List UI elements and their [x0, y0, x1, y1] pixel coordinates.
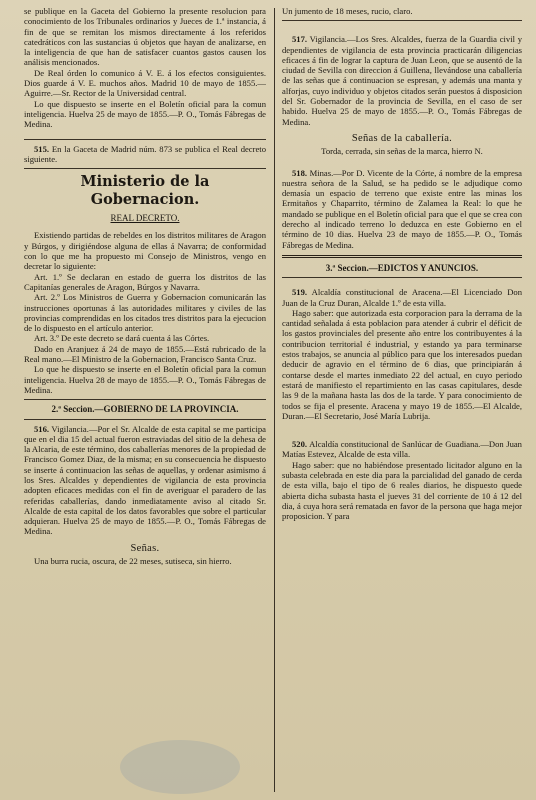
senas-caballeria-heading: Señas de la caballería.	[351, 132, 453, 144]
item-number: 519.	[292, 287, 308, 298]
ministry-title: Ministerio de la Gobernacion.	[80, 173, 210, 209]
senas-caballeria-text: Torda, cerrada, sin señas de la marca, hierro N.	[321, 146, 483, 157]
paragraph-real-orden: De Real órden lo comunico á V. E. á los efectos consiguientes. Dios guarde á V. E. muchos años. Madrid 10 de mayo de 1855.—Aguirre.—Sr. Rector de la Universidad central.	[24, 67, 266, 99]
item-number: 515.	[34, 143, 50, 154]
decree-publication-note: Lo que he dispuesto se inserte en el Boletín oficial para la comun inteligencia. Huelva 28 de mayo de 1855.—P. O., Tomás Fábregas de Medina.	[24, 364, 266, 395]
divider	[24, 168, 266, 169]
senas-heading: Señas.	[130, 542, 160, 554]
divider	[24, 139, 266, 140]
decree-date: Dado en Aranjuez á 24 de mayo de 1855.—Está rubricado de la Real mano.—El Ministro de la Gobernacion, Francisco Santa Cruz.	[24, 343, 266, 365]
item-heading: Alcaldía constitucional de Aracena.—El Licenciado Don Juan de la Cruz Duran, Alcalde 1.º de esta villa.	[282, 287, 522, 308]
decree-intro: Existiendo partidas de rebeldes en los distritos militares de Aragon y Búrgos, y dirigiéndose alguna de ellas á Navarra; de conformidad con lo que me ha propuesto mi Consejo de Ministros, vengo en decretar lo siguiente:	[24, 230, 266, 272]
right-column	[282, 6, 522, 794]
item-519-text: Hago saber: que autorizada esta corporacion para la derrama de la cantidad señalada á esta poblacion para atender á cubrir el déficit de los gastos provinciales del presente año entre los contribuyentes á la contribucion territorial é industrial, y estando ya para terminarse estos trabajos, se anuncia al público para que los interesados puedan deducir de agravio en el término de 6 dias, que principiarán á contarse desde el martes inmediato 22 del actual, en cuyo periodo estará de manifiesto el repartimiento en las casas capitulares, desde las 9 de la mañana hasta las dos de la tarde. Y para conocimiento de todos se fija el presente. Aracena y mayo 19 de 1855.—El Alcalde, Duran.—El Secretario, José María Lubrija.	[282, 307, 522, 421]
left-column	[24, 6, 266, 794]
item-number: 520.	[292, 439, 308, 450]
item-520-text: Hago saber: que no habiéndose presentado licitador alguno en la subasta celebrada en este dia para la parcialidad del ganado de cerda de esta villa, bajo el tipo de 6 reales diarios, he dispuesto quede abierta dicha subasta hasta el jueves 31 del corriente de 10 á 12 del dia, á cuya hora será rematada en favor de la persona que haga mejor proposicion. Y para	[282, 459, 522, 522]
column-divider	[274, 8, 275, 792]
section-2-heading: 2.ª Seccion.—GOBIERNO DE LA PROVINCIA.	[51, 404, 239, 415]
divider	[282, 20, 522, 21]
top-line: Un jumento de 18 meses, rucio, claro.	[282, 6, 413, 16]
item-519-head	[282, 287, 522, 308]
decree-article-2: Art. 2.º Los Ministros de Guerra y Gobernacion comunicarán las instrucciones oportunas á las autoridades militares y civiles de las provincias comprendidas en los citados tres distritos para la ejecucion de lo dispuesto en el artículo anterior.	[24, 292, 266, 334]
item-heading: Alcaldía constitucional de Sanlúcar de Guadiana.—Don Juan Matías Estevez, Alcalde de esta villa.	[282, 439, 522, 460]
item-number: 516.	[34, 423, 50, 434]
paragraph-publication-note: Lo que dispuesto se inserte en el Boletín oficial para la comun inteligencia. Huelva 25 de mayo de 1855.—P. O., Tomás Fábregas de Medina.	[24, 98, 266, 130]
divider	[282, 277, 522, 278]
item-518	[282, 168, 522, 250]
item-517	[282, 34, 522, 127]
item-text: En la Gaceta de Madrid núm. 873 se publica el Real decreto siguiente.	[24, 143, 266, 164]
decree-article-1: Art. 1.º Se declaran en estado de guerra los distritos de las Capitanías generales de Aragon, Búrgos y Navarra.	[24, 271, 266, 292]
item-text: Minas.—Por D. Vicente de la Córte, á nombre de la empresa nuestra señora de la Salud, se ha pedido se le adjudique como demasía un espacio de terreno que existe entre las minas los Ermitaños y Chaparrito, término de Zalamea la Real: lo que he mandado se publique en el Boletín oficial para que el que se crea con derecho al indicado terreno lo deduzca en este Gobierno en el término de 10 dias. Huelva 23 de mayo de 1855.—P. O., Tomás Fábregas de Medina.	[282, 167, 522, 250]
item-515	[24, 144, 266, 165]
item-520-head	[282, 439, 522, 460]
item-text: Vigilancia.—Por el Sr. Alcalde de esta capital se me participa que en el dia 15 del actual fueron estraviadas del sitio de la dehesa de la Alcaria, de este término, dos caballerías menores de la propiedad de Francisco Gomez Diaz, de la misma; en su consecuencia he dispuesto se inserte á continuacion las señas de aquellas, y ordenar asimismo á los Sres. Alcaldes y dependientes de vigilancia de esta provincia adopten eficaces medidas con el fin de averiguar el paradero de las referidas caballerías, dando inmediatamente aviso al citado Sr. Alcalde de esta capital de los datos favorables que sobre el particular adquieran. Huelva 25 de mayo de 1855.—P. O., Tomás Fábregas de Medina.	[24, 423, 266, 537]
item-text: Vigilancia.—Los Sres. Alcaldes, fuerza de la Guardia civil y dependientes de vigilancia de esta provincia practicarán diligencias eficaces á fin de lograr la captura de Juan Leon, que se ausentó de la ciudad de Sevilla con direccion á Guillena, llevándose una caballería de las señas que á continuacion se espresan, y además una manta y alforjas, cuyo individuo y objetos citados serán puestos á disposicion del Sr. Gobernador de la provincia de Sevilla, en el caso de ser habido. Huelva 25 de mayo de 1855.—P. O., Tomás Fábregas de Medina.	[282, 34, 522, 127]
item-516	[24, 424, 266, 537]
divider	[282, 255, 522, 258]
section-3-heading: 3.ª Seccion.—EDICTOS Y ANUNCIOS.	[325, 262, 479, 273]
item-number: 517.	[292, 34, 308, 45]
decree-article-3: Art. 3.º De este decreto se dará cuenta á las Córtes.	[34, 333, 210, 344]
item-number: 518.	[292, 167, 308, 178]
divider	[24, 419, 266, 420]
paragraph-resolution: se publique en la Gaceta del Gobierno la presente resolucion para conocimiento de los Tribunales ordinarios y Jueces de 1.ª instancia, á fin de que se remitan los mismos directamente á los referidos catedráticos con las sustancias ú objetos que hayan de analizarse, en la inteligencia de que han de satisfacer cuantos gastos causen los análisis mencionados.	[24, 6, 266, 68]
senas-text: Una burra rucia, oscura, de 22 meses, sutiseca, sin hierro.	[34, 556, 232, 567]
divider	[24, 399, 266, 400]
decree-heading: REAL DECRETO.	[110, 213, 180, 224]
library-stamp	[120, 740, 240, 794]
